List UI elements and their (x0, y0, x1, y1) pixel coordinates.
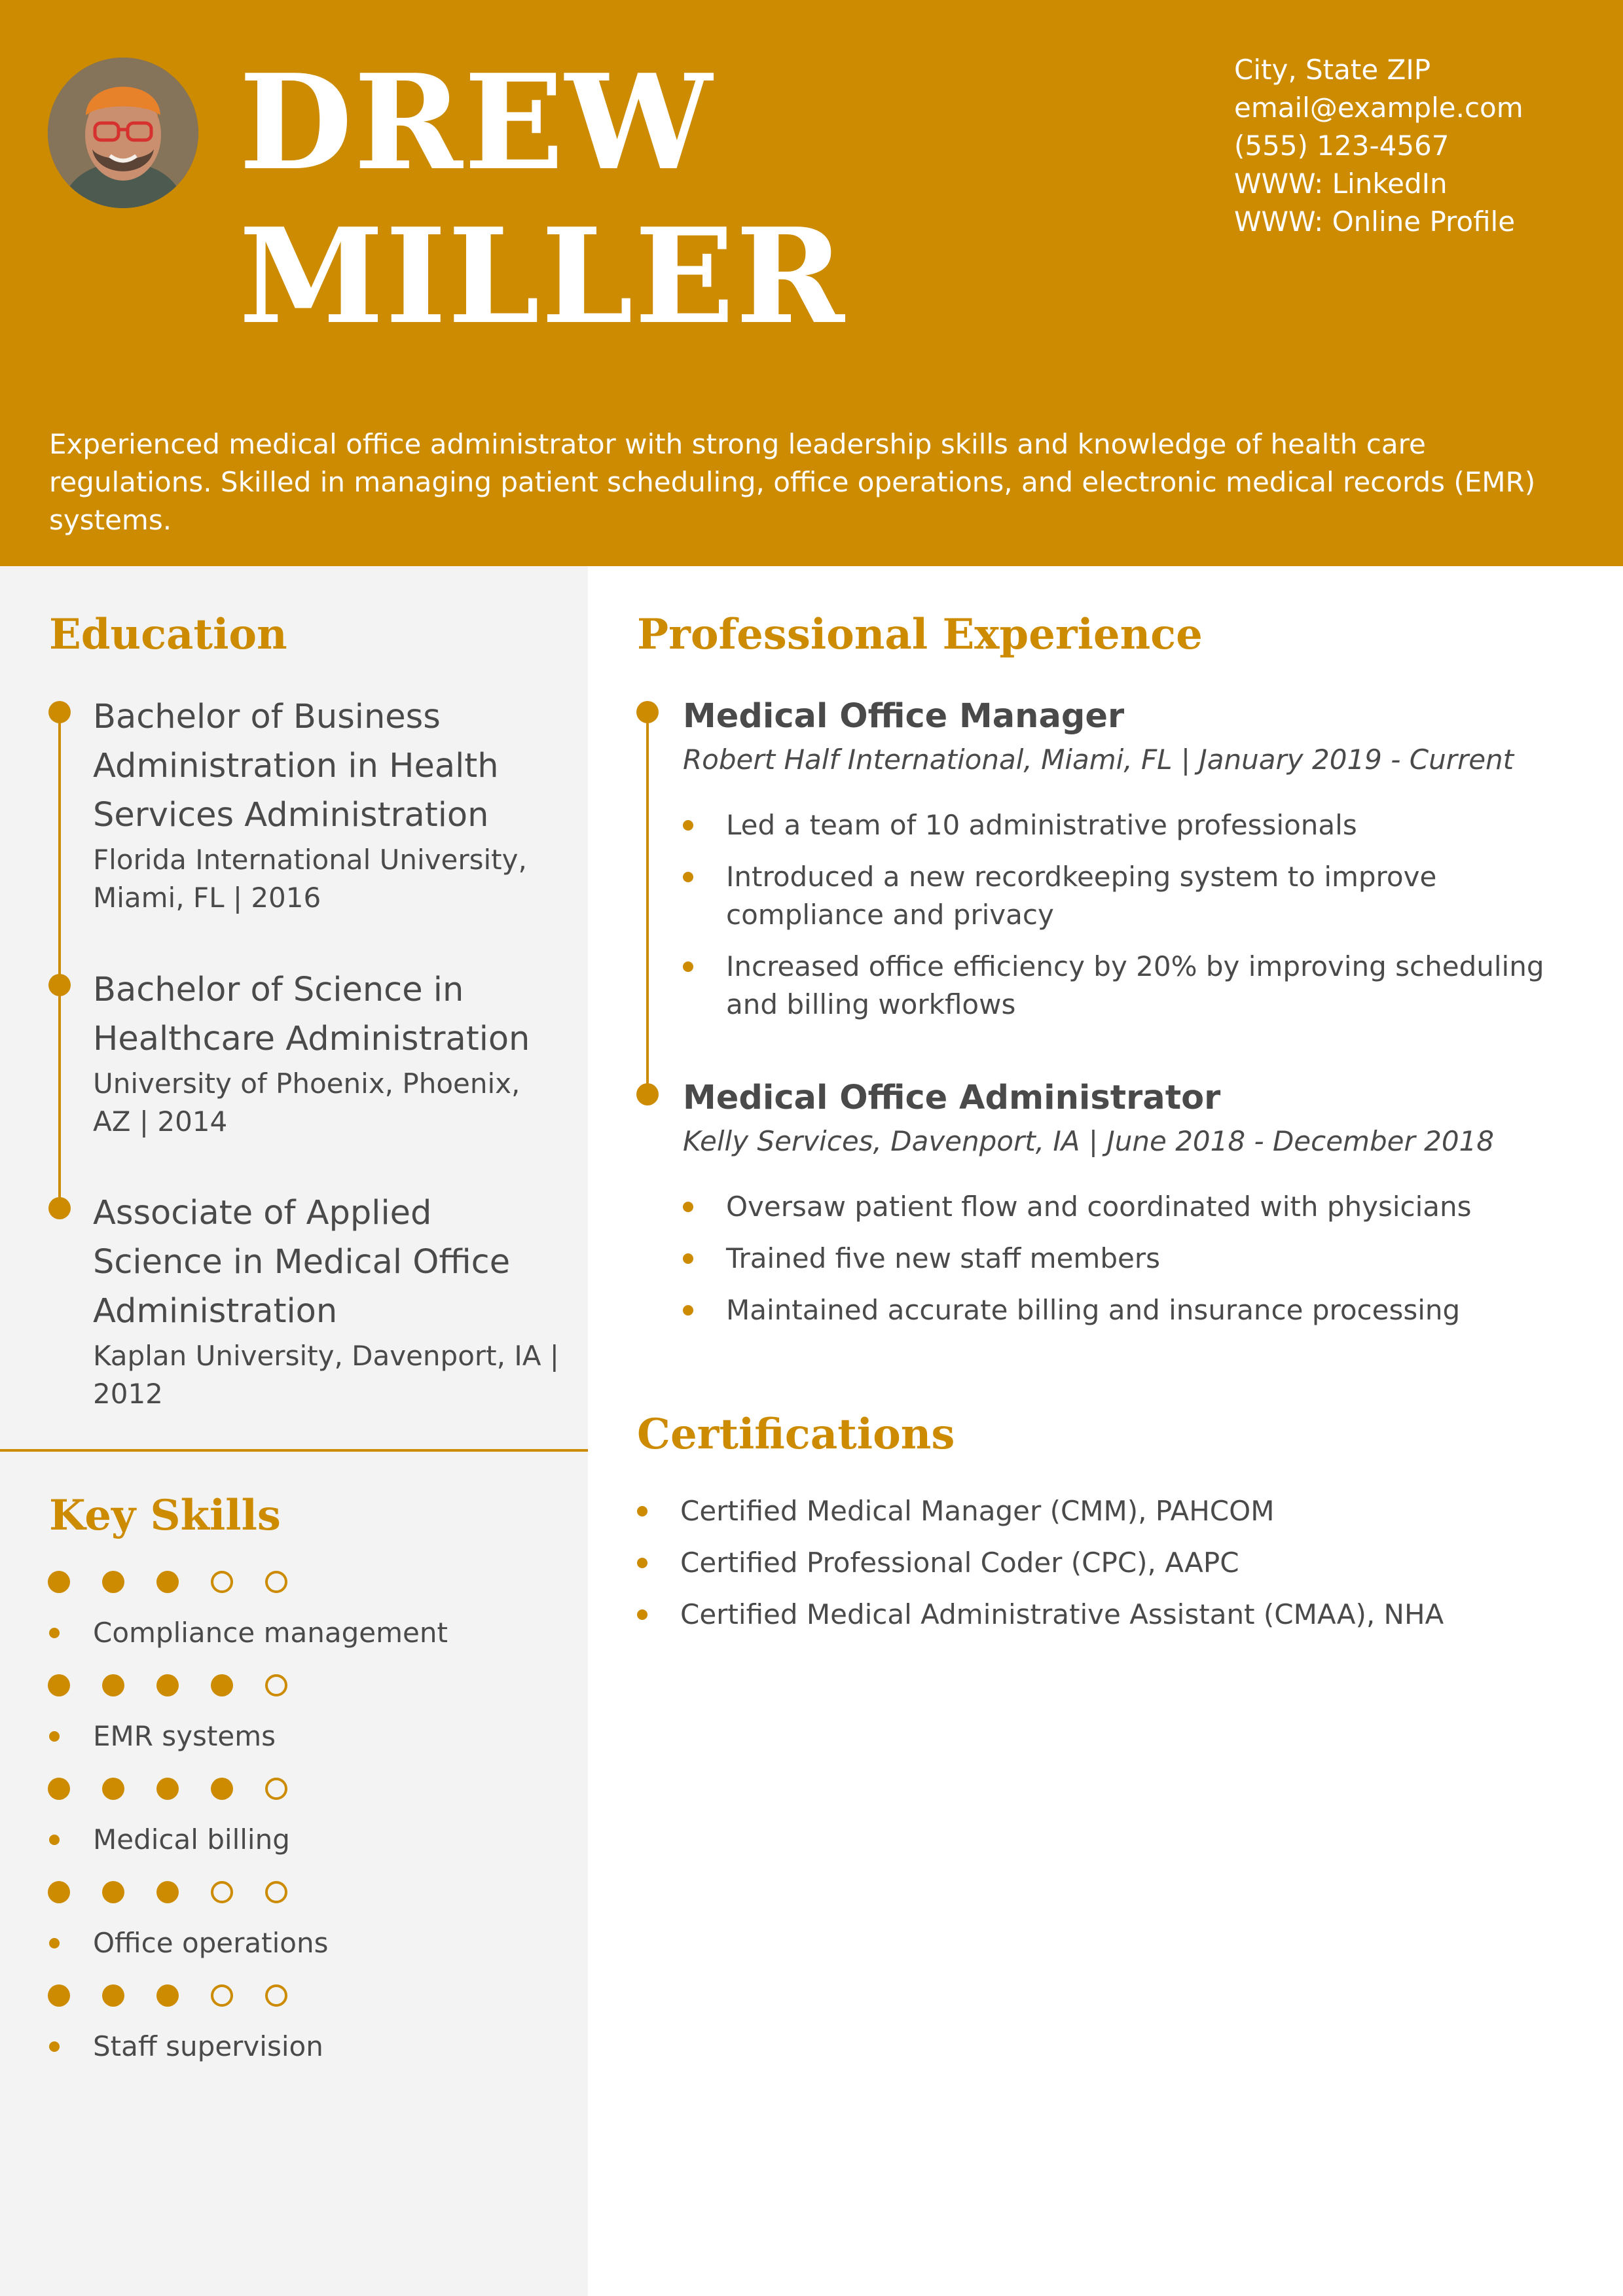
contact-phone[interactable]: (555) 123-4567 (1234, 130, 1450, 162)
rating-dot-filled (102, 1571, 124, 1593)
rating-dot-empty (211, 1571, 233, 1593)
rating-dot-empty (211, 1881, 233, 1903)
job-bullet (683, 1188, 1586, 1226)
contact-profile-link[interactable]: WWW: Online Profile (1234, 206, 1516, 238)
education-item (93, 692, 564, 917)
education-item (93, 1189, 564, 1413)
bullet-icon (683, 1202, 693, 1212)
certification-item (637, 1544, 1541, 1582)
rating-dot-filled (48, 1984, 70, 2007)
job-bullet-text: Trained five new staff members (726, 1242, 1160, 1274)
rating-dot-filled (48, 1881, 70, 1903)
first-name: DREW (239, 46, 714, 200)
job-meta: Robert Half International, Miami, FL | January 2019 - Current (683, 744, 1514, 776)
skill-name: Medical billing (93, 1823, 290, 1856)
last-name: MILLER (239, 200, 846, 353)
professional-summary: Experienced medical office administrator with strong leadership skills and knowledge of health care regulations. Skilled in managing patient scheduling, office operations, and electronic medical records (EMR) systems. (49, 428, 1536, 536)
rating-dot-filled (102, 1881, 124, 1903)
rating-dot-filled (102, 1674, 124, 1696)
certifications-heading: Certifications (637, 1410, 955, 1459)
skill-name: EMR systems (93, 1720, 276, 1752)
job-bullet-text: Oversaw patient flow and coordinated with physicians (726, 1191, 1472, 1223)
bullet-icon (683, 961, 693, 972)
skill-name: Staff supervision (93, 2030, 323, 2062)
job-bullet (683, 948, 1586, 1024)
education-school: Florida International University, Miami, FL | 2016 (93, 844, 527, 914)
education-school: Kaplan University, Davenport, IA | 2012 (93, 1340, 559, 1410)
certification-item (637, 1596, 1541, 1634)
experience-timeline-line (646, 712, 649, 1095)
rating-dot-filled (156, 1674, 179, 1696)
contact-linkedin-link[interactable]: WWW: LinkedIn (1234, 168, 1448, 200)
rating-dot-empty (265, 1984, 287, 2007)
job-bullet-text: Introduced a new recordkeeping system to improve compliance and privacy (726, 861, 1437, 931)
rating-dot-filled (156, 1571, 179, 1593)
job-bullet (683, 1240, 1586, 1278)
job-bullet (683, 1291, 1586, 1329)
experience-timeline-dot (636, 701, 659, 723)
rating-dot-empty (265, 1571, 287, 1593)
rating-dot-filled (48, 1778, 70, 1800)
skill-name: Office operations (93, 1927, 329, 1959)
header-banner (0, 0, 1623, 566)
skill-name: Compliance management (93, 1617, 448, 1649)
education-degree: Bachelor of Science in Healthcare Administration (93, 971, 530, 1058)
education-timeline-dot (48, 1197, 71, 1219)
bullet-icon (637, 1558, 647, 1568)
job-bullet (683, 858, 1586, 934)
certification-item (637, 1492, 1541, 1530)
job-meta: Kelly Services, Davenport, IA | June 2018 - December 2018 (683, 1125, 1494, 1157)
contact-email[interactable]: email@example.com (1234, 92, 1523, 124)
education-heading: Education (49, 610, 287, 659)
candidate-name (239, 46, 846, 353)
bullet-icon (49, 1938, 60, 1948)
rating-dot-filled (156, 1984, 179, 2007)
rating-dot-filled (156, 1881, 179, 1903)
experience-heading: Professional Experience (637, 610, 1203, 659)
bullet-icon (683, 872, 693, 882)
job-bullets (683, 1188, 1586, 1343)
certification-text: Certified Medical Manager (CMM), PAHCOM (680, 1495, 1275, 1527)
bullet-icon (683, 1253, 693, 1264)
rating-dot-empty (265, 1778, 287, 1800)
contact-address: City, State ZIP (1234, 54, 1431, 86)
bullet-icon (637, 1506, 647, 1516)
education-degree: Associate of Applied Science in Medical Office Administration (93, 1194, 511, 1331)
education-timeline-line (58, 712, 61, 1208)
bullet-icon (683, 1305, 693, 1316)
bullet-icon (49, 1628, 60, 1638)
bullet-icon (49, 2041, 60, 2052)
rating-dot-filled (156, 1778, 179, 1800)
job-bullet-text: Led a team of 10 administrative professionals (726, 809, 1357, 841)
profile-photo (48, 58, 198, 208)
bullet-icon (637, 1609, 647, 1620)
bullet-icon (49, 1731, 60, 1742)
certification-text: Certified Medical Administrative Assistant (CMAA), NHA (680, 1598, 1444, 1630)
bullet-icon (49, 1835, 60, 1845)
rating-dot-filled (211, 1778, 233, 1800)
rating-dot-empty (211, 1984, 233, 2007)
certification-text: Certified Professional Coder (CPC), AAPC (680, 1547, 1239, 1579)
job-title: Medical Office Manager (683, 697, 1125, 736)
bullet-icon (683, 820, 693, 831)
job-bullet-text: Maintained accurate billing and insurance processing (726, 1294, 1461, 1326)
rating-dot-filled (48, 1674, 70, 1696)
education-item (93, 965, 564, 1141)
contact-info (1234, 51, 1523, 241)
rating-dot-filled (48, 1571, 70, 1593)
job-bullets (683, 806, 1586, 1037)
rating-dot-filled (102, 1778, 124, 1800)
job-bullet (683, 806, 1586, 844)
skills-heading: Key Skills (49, 1491, 281, 1540)
rating-dot-empty (265, 1674, 287, 1696)
education-timeline-dot (48, 974, 71, 996)
certifications-list (637, 1492, 1541, 1647)
job-bullet-text: Increased office efficiency by 20% by improving scheduling and billing workflows (726, 950, 1544, 1020)
education-school: University of Phoenix, Phoenix, AZ | 2014 (93, 1067, 520, 1138)
rating-dot-filled (102, 1984, 124, 2007)
education-timeline-dot (48, 701, 71, 723)
experience-timeline-dot (636, 1083, 659, 1105)
rating-dot-filled (211, 1674, 233, 1696)
job-title: Medical Office Administrator (683, 1079, 1221, 1117)
rating-dot-empty (265, 1881, 287, 1903)
sidebar-divider (0, 1449, 588, 1452)
profile-photo-image (48, 58, 198, 208)
education-degree: Bachelor of Business Administration in Health Services Administration (93, 698, 499, 834)
